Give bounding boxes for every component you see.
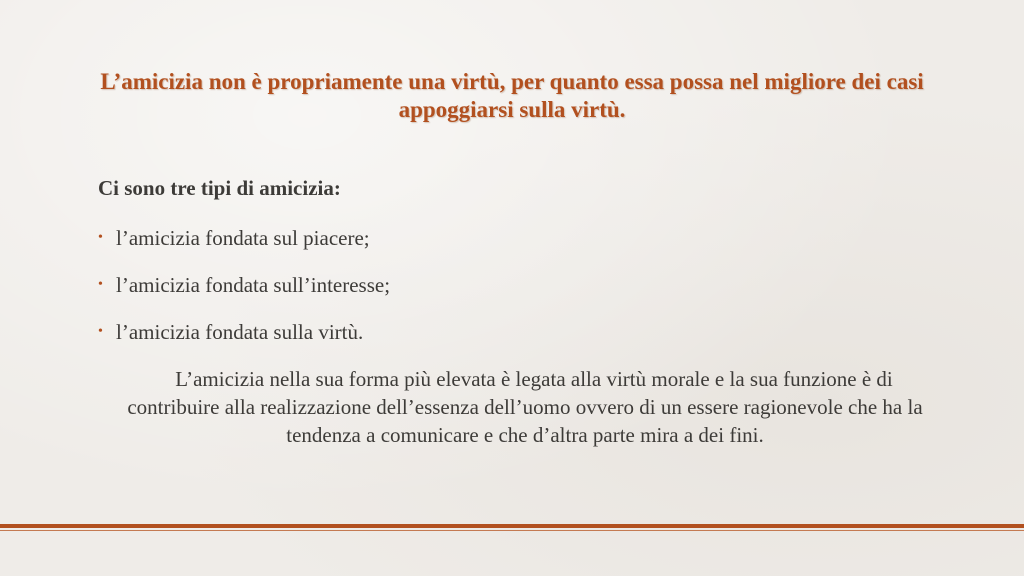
footer-rule-thick — [0, 524, 1024, 528]
slide-content — [98, 174, 928, 365]
slide-title: L’amicizia non è propriamente una virtù, per quanto essa possa nel migliore dei casi appoggiarsi sulla virtù. — [100, 69, 924, 122]
bullet-item — [98, 318, 928, 346]
bullet-text: l’amicizia fondata sulla virtù. — [116, 320, 364, 344]
bullet-list — [98, 224, 928, 346]
body-paragraph: L’amicizia nella sua forma più elevata è legata alla virtù morale e la sua funzione è di contribuire alla realizzazione dell’essenza dell’uomo ovvero di un essere ragionevole che ha la tendenza a comunicare e che d’altra parte mira a dei fini. — [127, 367, 923, 447]
bullet-icon: • — [98, 277, 103, 292]
bullet-icon: • — [98, 324, 103, 339]
footer-rule-thin — [0, 530, 1024, 531]
bullet-text: l’amicizia fondata sull’interesse; — [116, 273, 391, 297]
intro-text: Ci sono tre tipi di amicizia: — [98, 176, 341, 200]
bullet-item — [98, 224, 928, 252]
bullet-text: l’amicizia fondata sul piacere; — [116, 226, 370, 250]
bullet-item — [98, 271, 928, 299]
bullet-icon: • — [98, 230, 103, 245]
